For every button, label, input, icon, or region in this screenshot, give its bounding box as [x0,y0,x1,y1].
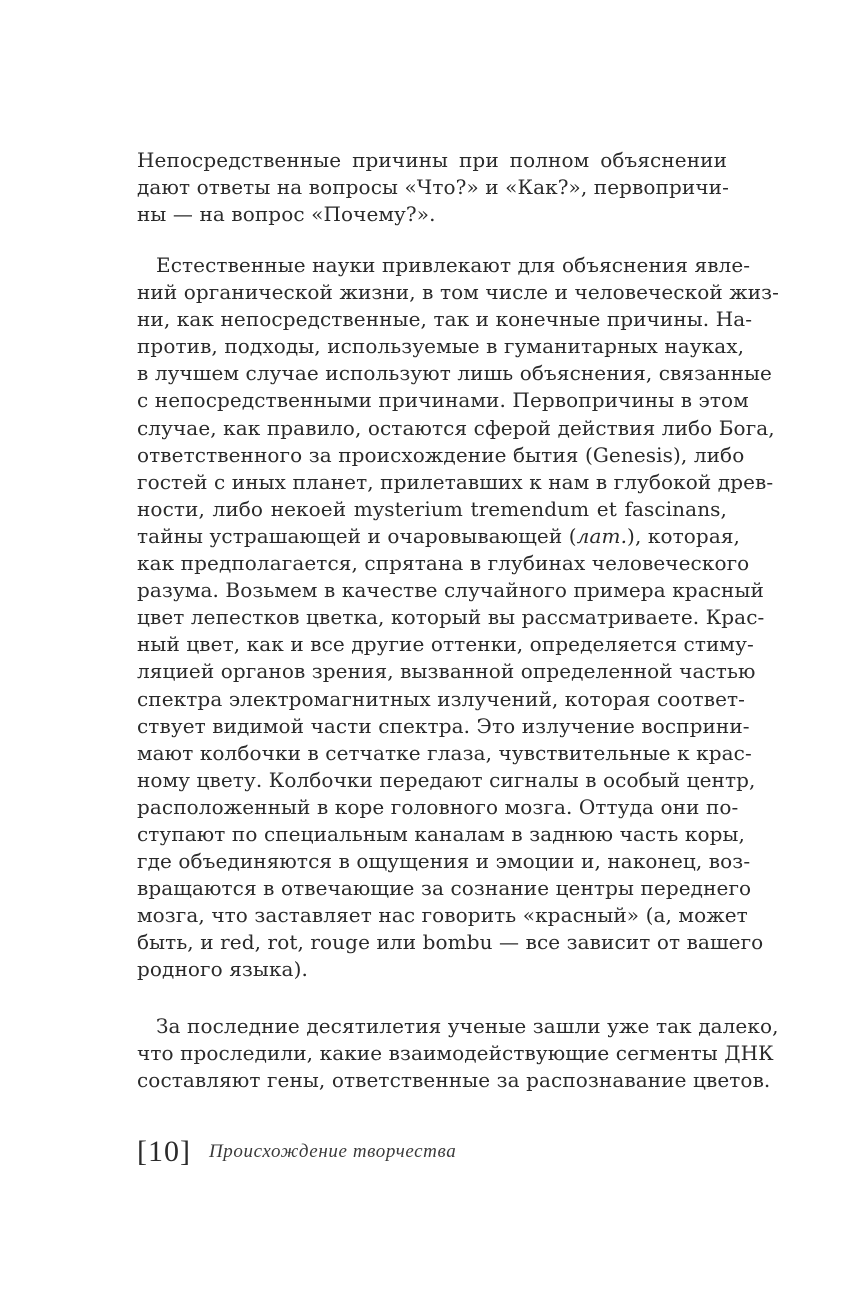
text-line: расположенный в коре головного мозга. Оттуда они по- [137,794,739,819]
paragraph-2 [137,252,780,984]
page-footer [137,1134,456,1170]
page-number: [10] [137,1135,191,1168]
text-line: разума. Возьмем в качестве случайного примера красный [137,578,764,603]
text-line-with-italic [137,523,741,550]
text-line: ный цвет, как и все другие оттенки, определяется стиму- [137,632,754,657]
text-line: ны — на вопрос «Почему?». [137,202,436,227]
text-line: как предполагается, спрятана в глубинах человеческого [137,551,750,576]
text-line: ности, либо некоей mysterium tremendum et fascinans, [137,496,727,521]
italic-term: лат. [576,523,628,548]
text-line: ступают по специальным каналам в заднюю часть коры, [137,821,745,846]
text-line: против, подходы, используемые в гуманитарных науках, [137,334,745,359]
text-line: мозга, что заставляет нас говорить «красный» (а, может [137,903,748,928]
text-line: ответственного за происхождение бытия (Genesis), либо [137,442,745,467]
text-line: За последние десятилетия ученые зашли уже так далеко, [156,1014,779,1038]
running-title: Происхождение творчества [208,1141,457,1162]
text-line: ний органической жизни, в том числе и человеческой жиз- [137,280,780,305]
paragraph-1 [137,147,727,228]
text-line: что проследили, какие взаимодействующие сегменты ДНК [137,1041,774,1066]
text-line: дают ответы на вопросы «Что?» и «Как?», первопричи- [137,175,729,200]
text-segment: ), которая, [627,523,741,548]
paragraph-3 [137,1013,779,1094]
text-line: составляют гены, ответственные за распознавание цветов. [137,1068,771,1093]
text-line: Непосредственные причины при полном объяснении [137,148,727,172]
text-line: ни, как непосредственные, так и конечные причины. На- [137,307,753,332]
text-line: быть, и red, rot, rouge или bombu — все зависит от вашего [137,930,764,955]
text-line: мают колбочки в сетчатке глаза, чувствительные к крас- [137,740,752,765]
text-line: спектра электромагнитных излучений, которая соответ- [137,686,746,711]
text-line: ному цвету. Колбочки передают сигналы в особый центр, [137,767,756,792]
text-line: вращаются в отвечающие за сознание центры переднего [137,876,752,901]
text-line: гостей с иных планет, прилетавших к нам в глубокой древ- [137,469,774,494]
text-segment: тайны устрашающей и очаровывающей ( [137,523,577,548]
text-line: цвет лепестков цветка, который вы рассматриваете. Крас- [137,605,765,630]
text-line: Естественные науки привлекают для объяснения явле- [156,253,751,277]
text-line: родного языка). [137,957,308,982]
text-line: ляцией органов зрения, вызванной определенной частью [137,659,756,684]
text-line: где объединяются в ощущения и эмоции и, наконец, воз- [137,849,751,874]
text-line: с непосредственными причинами. Первопричины в этом [137,388,749,413]
text-line: в лучшем случае используют лишь объяснения, связанные [137,361,772,386]
text-line: случае, как правило, остаются сферой действия либо Бога, [137,415,775,440]
text-line: ствует видимой части спектра. Это излучение восприни- [137,713,750,738]
